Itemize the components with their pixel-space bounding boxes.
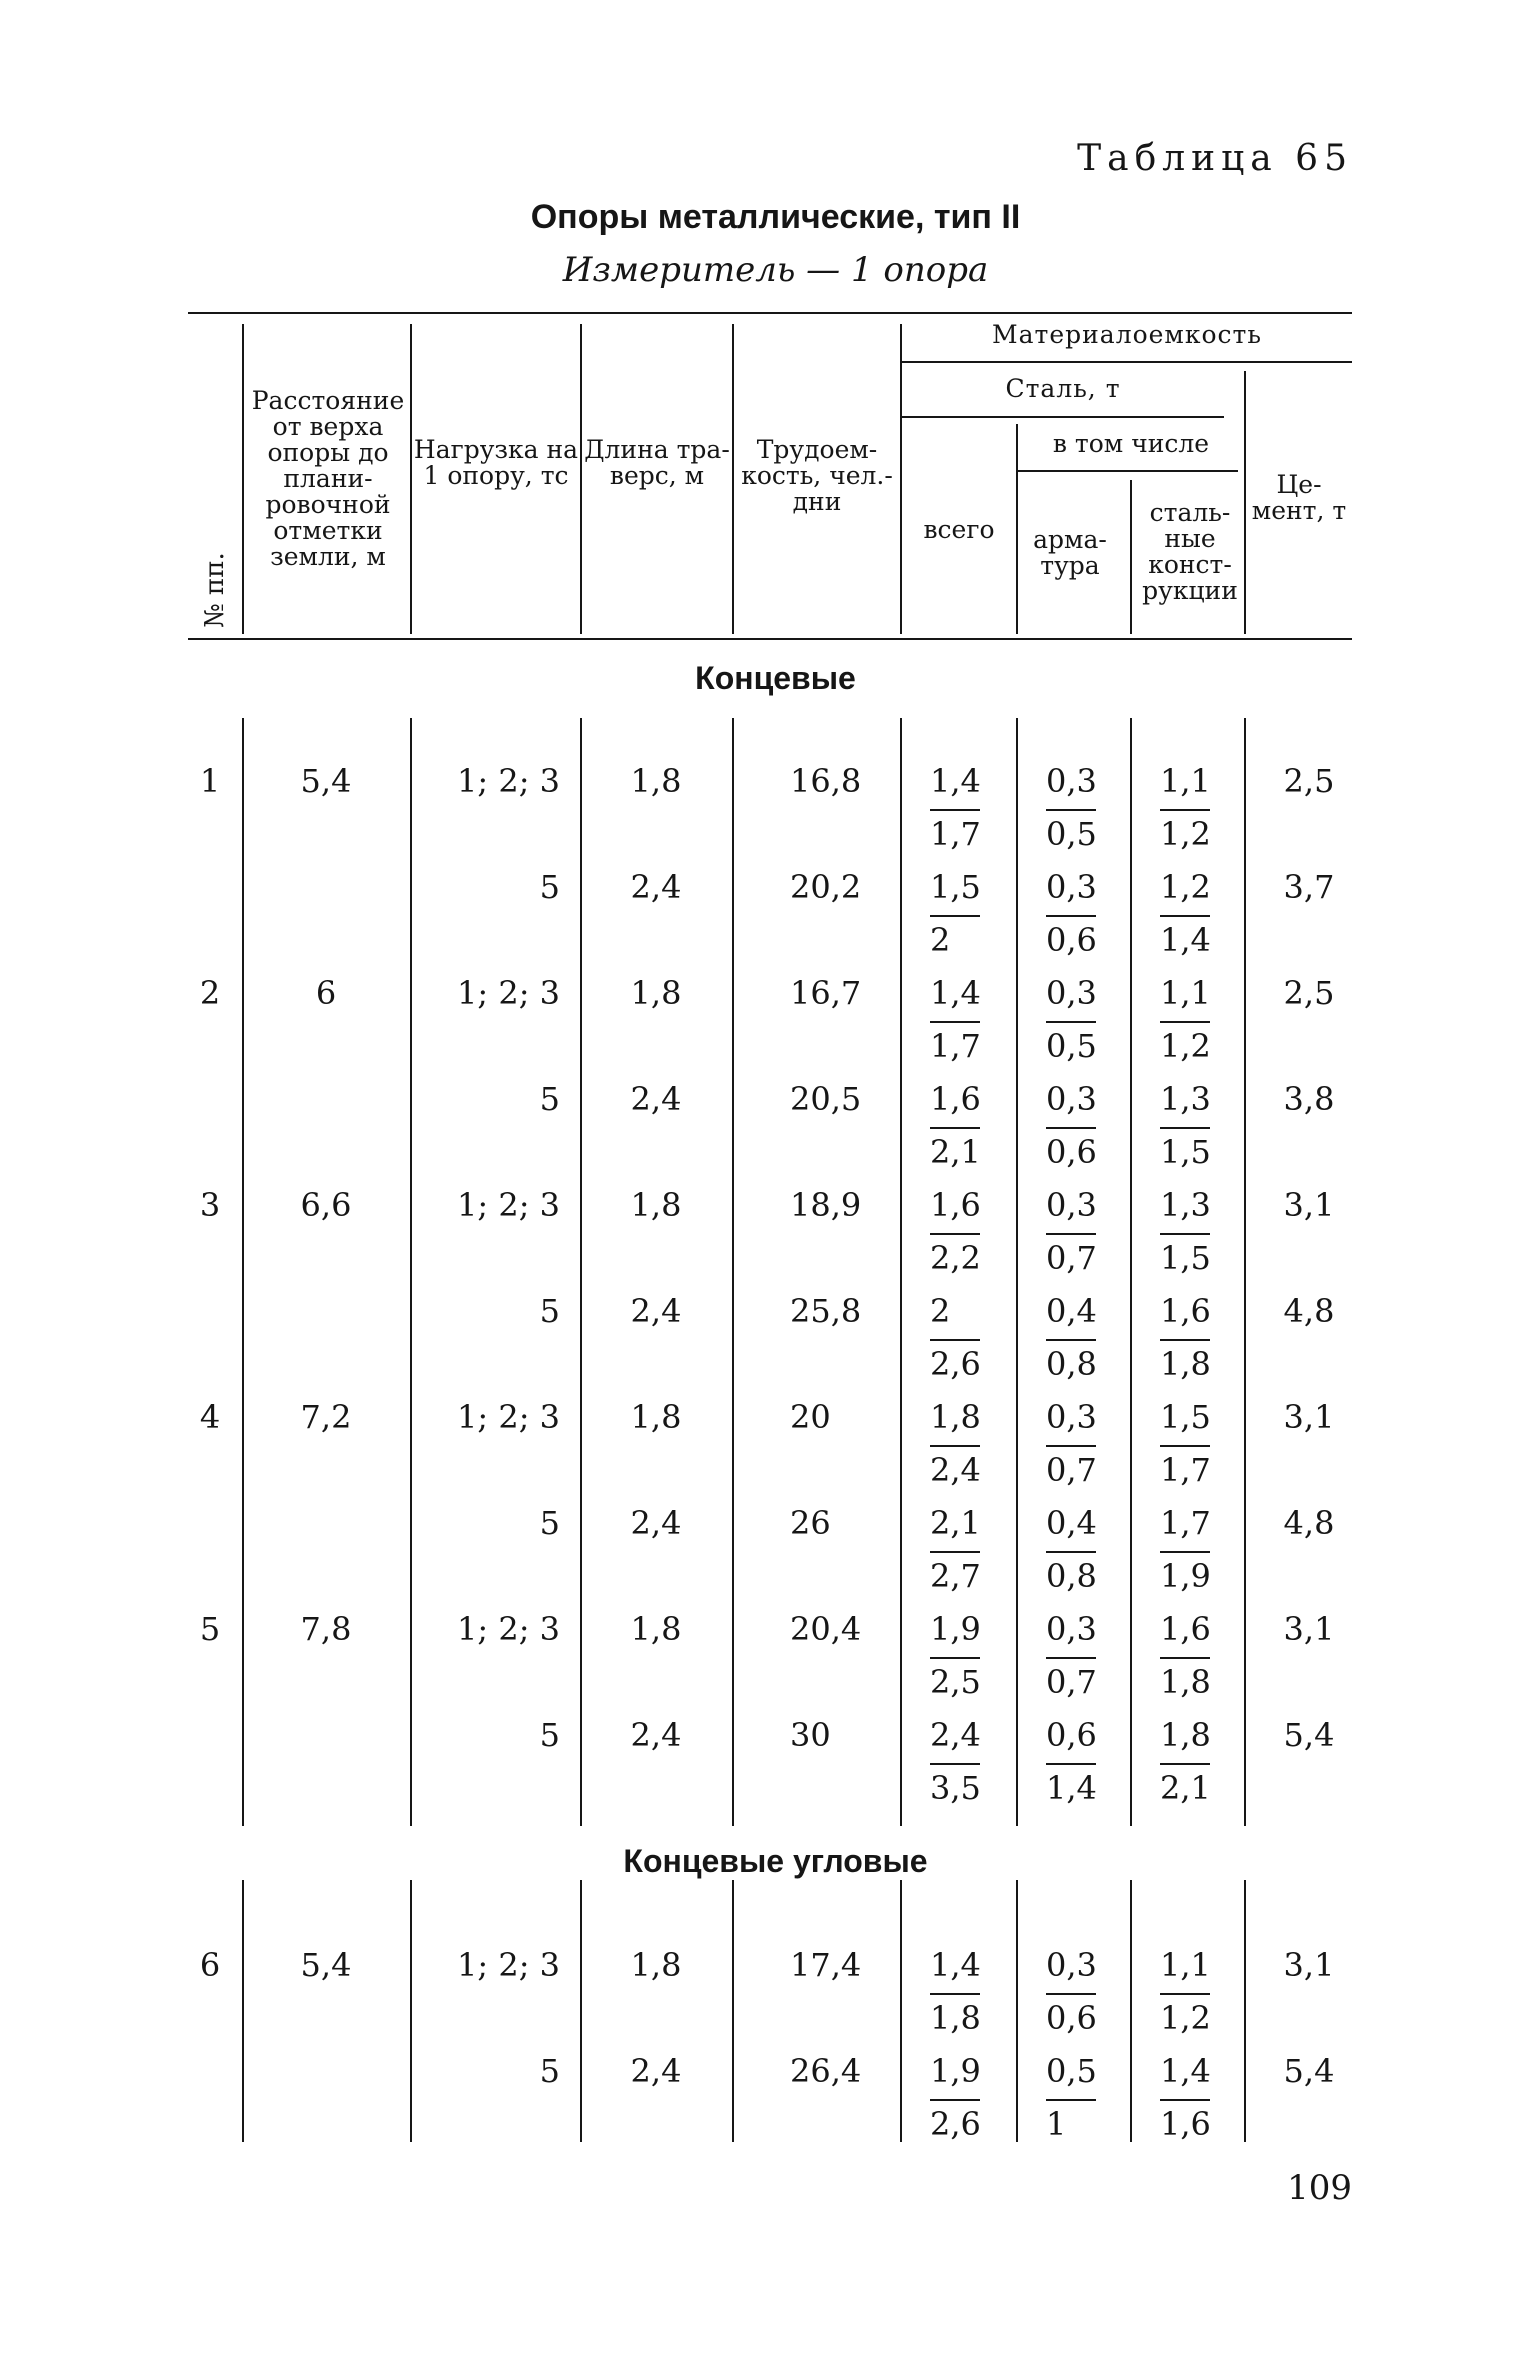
steel-structure-value: 1,2 — [1160, 1999, 1211, 2037]
fraction-bar — [1046, 1021, 1096, 1023]
steel-total-value: 2 — [930, 921, 951, 959]
header-bottom-rule — [188, 638, 1352, 640]
steel-total-value: 2,1 — [930, 1133, 981, 1171]
row-number: 2 — [199, 974, 221, 1012]
fraction-bar — [930, 915, 980, 917]
load-value: 5 — [539, 1292, 560, 1330]
length-value: 2,4 — [630, 1504, 682, 1542]
steel-total-value: 1,6 — [930, 1080, 981, 1118]
steel-total-value: 2,5 — [930, 1663, 981, 1701]
header-distance: Расстояние от верха опоры до плани- ровочной отметки земли, м — [251, 386, 405, 571]
rebar-value: 0,3 — [1046, 974, 1097, 1012]
cement-value: 2,5 — [1283, 762, 1335, 800]
fraction-bar — [1160, 1233, 1210, 1235]
rebar-value: 1,4 — [1046, 1769, 1097, 1807]
labor-value: 30 — [790, 1716, 831, 1754]
length-value: 2,4 — [630, 1716, 682, 1754]
steel-total-value: 1,4 — [930, 1946, 981, 1984]
steel-structure-value: 1,6 — [1160, 1610, 1211, 1648]
length-value: 2,4 — [630, 2052, 682, 2090]
fraction-bar — [1160, 915, 1210, 917]
fraction-bar — [930, 1021, 980, 1023]
steel-structure-value: 1,8 — [1160, 1345, 1211, 1383]
table-subtitle — [0, 250, 1535, 290]
labor-value: 20,2 — [790, 868, 862, 906]
steel-total-value: 1,9 — [930, 2052, 981, 2090]
fraction-bar — [1046, 1233, 1096, 1235]
labor-value: 20 — [790, 1398, 831, 1436]
distance-value: 7,8 — [300, 1610, 352, 1648]
row-number: 1 — [199, 762, 221, 800]
section-title — [0, 660, 1535, 697]
rebar-value: 0,3 — [1046, 762, 1097, 800]
steel-structure-value: 1,9 — [1160, 1557, 1211, 1595]
rebar-value: 0,3 — [1046, 868, 1097, 906]
distance-value: 6 — [315, 974, 337, 1012]
steel-structure-value: 1,3 — [1160, 1080, 1211, 1118]
steel-structure-value: 1,1 — [1160, 762, 1211, 800]
steel-total-value: 2,6 — [930, 1345, 981, 1383]
fraction-bar — [1160, 1993, 1210, 1995]
steel-total-value: 1,4 — [930, 762, 981, 800]
steel-total-value: 2 — [930, 1292, 951, 1330]
labor-value: 20,5 — [790, 1080, 862, 1118]
header-load: Нагрузка на 1 опору, тс — [413, 435, 579, 490]
steel-total-value: 2,1 — [930, 1504, 981, 1542]
header-including: в том числе — [1052, 429, 1210, 458]
header-vline-5 — [900, 324, 902, 634]
fraction-bar — [1046, 915, 1096, 917]
rebar-value: 0,6 — [1046, 1716, 1097, 1754]
steel-rule — [902, 416, 1224, 418]
rebar-value: 0,7 — [1046, 1239, 1097, 1277]
fraction-bar — [1160, 1445, 1210, 1447]
fraction-bar — [1160, 809, 1210, 811]
steel-total-value: 1,9 — [930, 1610, 981, 1648]
load-value: 1; 2; 3 — [457, 762, 560, 800]
section-title-text: Концевые — [695, 660, 856, 696]
materials-rule — [902, 361, 1352, 363]
length-value: 1,8 — [630, 974, 682, 1012]
length-value: 2,4 — [630, 1080, 682, 1118]
header-materials: Материалоемкость — [992, 320, 1262, 349]
labor-value: 20,4 — [790, 1610, 862, 1648]
cement-value: 2,5 — [1283, 974, 1335, 1012]
cement-value: 5,4 — [1283, 1716, 1335, 1754]
fraction-bar — [930, 1551, 980, 1553]
header-cement: Це- мент, т — [1251, 470, 1347, 525]
row-number: 6 — [199, 1946, 221, 1984]
load-value: 5 — [539, 1716, 560, 1754]
steel-structure-value: 1,8 — [1160, 1716, 1211, 1754]
load-value: 1; 2; 3 — [457, 1946, 560, 1984]
header-length: Длина тра- верс, м — [584, 435, 730, 490]
steel-structure-value: 1,1 — [1160, 974, 1211, 1012]
distance-value: 7,2 — [300, 1398, 352, 1436]
header-vline-1 — [242, 324, 244, 634]
table-title — [0, 198, 1535, 237]
body-vline — [1244, 1880, 1246, 2142]
labor-value: 26 — [790, 1504, 831, 1542]
fraction-bar — [1046, 809, 1096, 811]
header-rebar: арма- тура — [1033, 525, 1107, 580]
rebar-value: 0,6 — [1046, 1133, 1097, 1171]
steel-structure-value: 1,1 — [1160, 1946, 1211, 1984]
body-vline — [242, 1880, 244, 2142]
length-value: 1,8 — [630, 1186, 682, 1224]
table-subtitle-text: Измеритель — 1 опора — [562, 250, 989, 290]
steel-total-value: 2,4 — [930, 1451, 981, 1489]
distance-value: 5,4 — [300, 762, 352, 800]
cement-value: 3,1 — [1283, 1610, 1335, 1648]
labor-value: 18,9 — [790, 1186, 862, 1224]
header-steel: Сталь, т — [1005, 374, 1121, 403]
labor-value: 16,8 — [790, 762, 862, 800]
fraction-bar — [930, 1339, 980, 1341]
load-value: 1; 2; 3 — [457, 1610, 560, 1648]
steel-structure-value: 1,7 — [1160, 1504, 1211, 1542]
fraction-bar — [930, 2099, 980, 2101]
fraction-bar — [1046, 1127, 1096, 1129]
fraction-bar — [1046, 1551, 1096, 1553]
table-caption: Таблица 65 — [1077, 138, 1353, 179]
distance-value: 6,6 — [300, 1186, 352, 1224]
cement-value: 3,8 — [1283, 1080, 1335, 1118]
row-number: 3 — [199, 1186, 221, 1224]
fraction-bar — [1160, 1339, 1210, 1341]
fraction-bar — [1160, 1127, 1210, 1129]
body-vline — [732, 718, 734, 1826]
fraction-bar — [1160, 1763, 1210, 1765]
steel-total-value: 1,7 — [930, 815, 981, 853]
rebar-value: 0,5 — [1046, 815, 1097, 853]
rebar-value: 0,4 — [1046, 1292, 1097, 1330]
labor-value: 26,4 — [790, 2052, 862, 2090]
including-rule — [1018, 470, 1238, 472]
fraction-bar — [930, 1127, 980, 1129]
steel-total-value: 1,6 — [930, 1186, 981, 1224]
steel-structure-value: 1,3 — [1160, 1186, 1211, 1224]
steel-total-value: 2,7 — [930, 1557, 981, 1595]
header-labor: Трудоем- кость, чел.-дни — [741, 435, 893, 516]
load-value: 5 — [539, 868, 560, 906]
cement-value: 3,7 — [1283, 868, 1335, 906]
rebar-value: 0,5 — [1046, 2052, 1097, 2090]
section-title-text: Концевые угловые — [623, 1843, 928, 1879]
rebar-value: 0,3 — [1046, 1398, 1097, 1436]
rebar-value: 0,3 — [1046, 1946, 1097, 1984]
body-vline — [242, 718, 244, 1826]
length-value: 1,8 — [630, 762, 682, 800]
steel-total-value: 3,5 — [930, 1769, 981, 1807]
steel-total-value: 2,6 — [930, 2105, 981, 2143]
rebar-value: 0,4 — [1046, 1504, 1097, 1542]
fraction-bar — [1046, 1339, 1096, 1341]
fraction-bar — [1046, 2099, 1096, 2101]
rebar-value: 0,7 — [1046, 1451, 1097, 1489]
steel-total-value: 1,8 — [930, 1999, 981, 2037]
steel-total-value: 1,7 — [930, 1027, 981, 1065]
cement-value: 4,8 — [1283, 1504, 1335, 1542]
steel-structure-value: 1,7 — [1160, 1451, 1211, 1489]
steel-structure-value: 1,4 — [1160, 2052, 1211, 2090]
steel-structure-value: 1,5 — [1160, 1398, 1211, 1436]
row-number: 5 — [199, 1610, 221, 1648]
load-value: 5 — [539, 1504, 560, 1542]
fraction-bar — [1160, 1021, 1210, 1023]
steel-total-value: 1,4 — [930, 974, 981, 1012]
body-vline — [1130, 1880, 1132, 2142]
rebar-value: 0,6 — [1046, 1999, 1097, 2037]
fraction-bar — [1046, 1993, 1096, 1995]
section-title — [0, 1843, 1535, 1880]
fraction-bar — [930, 1657, 980, 1659]
steel-structure-value: 1,5 — [1160, 1133, 1211, 1171]
header-num: № пп. — [200, 552, 230, 628]
row-number: 4 — [199, 1398, 221, 1436]
fraction-bar — [930, 1233, 980, 1235]
body-vline — [900, 718, 902, 1826]
rebar-value: 0,5 — [1046, 1027, 1097, 1065]
header-steel-struct: сталь- ные конст- рукции — [1142, 498, 1238, 605]
page-number: 109 — [1287, 2168, 1352, 2208]
load-value: 5 — [539, 1080, 560, 1118]
distance-value: 5,4 — [300, 1946, 352, 1984]
fraction-bar — [1160, 2099, 1210, 2101]
steel-structure-value: 1,2 — [1160, 1027, 1211, 1065]
body-vline — [900, 1880, 902, 2142]
steel-structure-value: 1,2 — [1160, 815, 1211, 853]
steel-total-value: 2,4 — [930, 1716, 981, 1754]
fraction-bar — [1160, 1551, 1210, 1553]
cement-value: 3,1 — [1283, 1946, 1335, 1984]
steel-structure-value: 1,6 — [1160, 2105, 1211, 2143]
fraction-bar — [930, 1763, 980, 1765]
load-value: 1; 2; 3 — [457, 1186, 560, 1224]
fraction-bar — [930, 809, 980, 811]
header-vline-7 — [1130, 480, 1132, 634]
rebar-value: 0,3 — [1046, 1610, 1097, 1648]
body-vline — [1130, 718, 1132, 1826]
steel-structure-value: 1,4 — [1160, 921, 1211, 959]
length-value: 1,8 — [630, 1946, 682, 1984]
length-value: 2,4 — [630, 868, 682, 906]
length-value: 2,4 — [630, 1292, 682, 1330]
table-title-text: Опоры металлические, тип II — [530, 198, 1021, 236]
labor-value: 25,8 — [790, 1292, 862, 1330]
labor-value: 17,4 — [790, 1946, 862, 1984]
load-value: 5 — [539, 2052, 560, 2090]
length-value: 1,8 — [630, 1398, 682, 1436]
fraction-bar — [1046, 1445, 1096, 1447]
steel-structure-value: 1,6 — [1160, 1292, 1211, 1330]
fraction-bar — [930, 1445, 980, 1447]
steel-total-value: 2,2 — [930, 1239, 981, 1277]
rebar-value: 0,6 — [1046, 921, 1097, 959]
labor-value: 16,7 — [790, 974, 862, 1012]
fraction-bar — [1160, 1657, 1210, 1659]
steel-total-value: 1,8 — [930, 1398, 981, 1436]
load-value: 1; 2; 3 — [457, 974, 560, 1012]
cement-value: 4,8 — [1283, 1292, 1335, 1330]
body-vline — [410, 1880, 412, 2142]
steel-total-value: 1,5 — [930, 868, 981, 906]
header-total: всего — [923, 515, 995, 544]
body-vline — [580, 1880, 582, 2142]
fraction-bar — [1046, 1763, 1096, 1765]
steel-structure-value: 1,5 — [1160, 1239, 1211, 1277]
steel-structure-value: 1,8 — [1160, 1663, 1211, 1701]
rebar-value: 0,8 — [1046, 1345, 1097, 1383]
body-vline — [1016, 1880, 1018, 2142]
cement-value: 3,1 — [1283, 1398, 1335, 1436]
fraction-bar — [1046, 1657, 1096, 1659]
steel-structure-value: 1,2 — [1160, 868, 1211, 906]
rebar-value: 1 — [1046, 2105, 1067, 2143]
load-value: 1; 2; 3 — [457, 1398, 560, 1436]
body-vline — [732, 1880, 734, 2142]
rebar-value: 0,7 — [1046, 1663, 1097, 1701]
rebar-value: 0,8 — [1046, 1557, 1097, 1595]
cement-value: 5,4 — [1283, 2052, 1335, 2090]
cement-value: 3,1 — [1283, 1186, 1335, 1224]
header-top-rule — [188, 312, 1352, 314]
body-vline — [1016, 718, 1018, 1826]
rebar-value: 0,3 — [1046, 1186, 1097, 1224]
steel-structure-value: 2,1 — [1160, 1769, 1211, 1807]
rebar-value: 0,3 — [1046, 1080, 1097, 1118]
length-value: 1,8 — [630, 1610, 682, 1648]
fraction-bar — [930, 1993, 980, 1995]
